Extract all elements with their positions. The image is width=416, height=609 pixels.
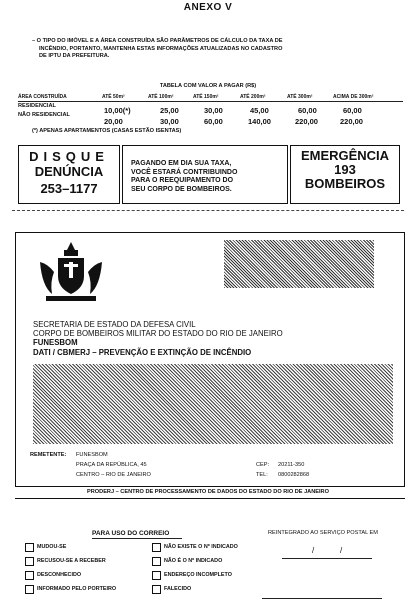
correio-title-rule <box>92 538 182 539</box>
payment-message-box <box>122 145 288 204</box>
date-rule <box>282 558 372 559</box>
disque-line: DISQUE <box>29 149 109 164</box>
checkbox-endereco-incompleto[interactable] <box>152 571 161 580</box>
table-cell: 45,00 <box>250 106 269 115</box>
table-header: ATÉ 200m² <box>240 94 266 100</box>
intro-notice <box>32 38 402 61</box>
agency-line: SECRETARIA DE ESTADO DA DEFESA CIVIL <box>33 320 196 329</box>
footer-text: PRODERJ – CENTRO DE PROCESSAMENTO DE DADOS DO ESTADO DO RIO DE JANEIRO <box>87 489 329 495</box>
table-cell: 60,00 <box>204 117 223 126</box>
remetente-address: PRAÇA DA REPÚBLICA, 45 <box>76 462 147 468</box>
coat-of-arms-icon <box>36 240 106 306</box>
table-header: ATÉ 50m² <box>102 94 125 100</box>
table-header: ACIMA DE 300m² <box>333 94 374 100</box>
checkbox-label: MUDOU-SE <box>37 544 67 550</box>
security-screen <box>33 364 393 444</box>
agency-line: DATI / CBMERJ – PREVENÇÃO E EXTINÇÃO DE INCÊNDIO <box>33 348 252 357</box>
checkbox-label: INFORMADO PELO PORTEIRO <box>37 586 117 592</box>
checkbox-nao-e-numero[interactable] <box>152 557 161 566</box>
table-cell: 220,00 <box>340 117 363 126</box>
emergencia-line: BOMBEIROS <box>304 176 386 191</box>
table-footnote: (*) APENAS APARTAMENTOS (CASAS ESTÃO ISENTAS) <box>32 128 182 134</box>
cep-value: 20211-350 <box>278 462 305 468</box>
message-line: VOCÊ ESTARÁ CONTRIBUINDO <box>131 168 238 176</box>
table-cell: 220,00 <box>295 117 318 126</box>
message-line: PAGANDO EM DIA SUA TAXA, <box>131 160 232 167</box>
remetente-name: FUNESBOM <box>76 452 108 458</box>
agency-line: CORPO DE BOMBEIROS MILITAR DO ESTADO DO RIO DE JANEIRO <box>33 329 283 338</box>
checkbox-falecido[interactable] <box>152 585 161 594</box>
checkbox-label: RECUSOU-SE A RECEBER <box>37 558 106 564</box>
message-line: PARA O REEQUIPAMENTO DO <box>131 177 234 184</box>
emergencia-number: 193 <box>334 162 356 177</box>
disque-denuncia-box <box>18 145 120 204</box>
table-header-rule <box>18 101 403 102</box>
page-title: ANEXO V <box>183 2 233 13</box>
checkbox-label: DESCONHECIDO <box>37 572 82 578</box>
message-line: SEU CORPO DE BOMBEIROS. <box>131 185 232 193</box>
checkbox-mudou-se[interactable] <box>25 543 34 552</box>
table-header: ATÉ 300m² <box>287 94 313 100</box>
checkbox-recusou-se[interactable] <box>25 557 34 566</box>
table-header: ATÉ 100m² <box>148 94 174 100</box>
disque-line: DENÚNCIA <box>34 164 104 179</box>
remetente-district: CENTRO – RIO DE JANEIRO <box>76 472 151 478</box>
intro-line: – O TIPO DO IMÓVEL E A ÁREA CONSTRUÍDA SÃO PARÂMETROS DE CÁLCULO DA TAXA DE <box>32 38 283 44</box>
intro-line: DE IPTU DA PREFEITURA. <box>39 53 110 59</box>
remetente-label: REMETENTE: <box>30 452 67 458</box>
intro-line: INCÊNDIO, PORTANTO, MANTENHA ESTAS INFORMAÇÕES ATUALIZADAS NO CADASTRO <box>39 45 283 52</box>
checkbox-desconhecido[interactable] <box>25 571 34 580</box>
disque-phone: 253–1177 <box>40 181 98 196</box>
checkbox-informado-porteiro[interactable] <box>25 585 34 594</box>
tel-label: TEL: <box>256 472 268 478</box>
cut-line <box>12 210 404 211</box>
table-cell: 30,00 <box>204 106 223 115</box>
agency-line: FUNESBOM <box>33 338 78 347</box>
checkbox-nao-existe-numero[interactable] <box>152 543 161 552</box>
table-cell: 25,00 <box>160 106 179 115</box>
table-cell: 20,00 <box>104 117 123 126</box>
table-cell: 60,00 <box>343 106 362 115</box>
table-header: ATÉ 150m² <box>193 94 219 100</box>
emergencia-line: EMERGÊNCIA <box>300 148 390 163</box>
date-separator: / <box>312 546 315 555</box>
cep-label: CEP: <box>256 462 270 468</box>
checkbox-label: NÃO É O Nº INDICADO <box>164 558 223 564</box>
tel-value: 0800282868 <box>278 472 310 478</box>
postage-stamp-area <box>224 240 374 288</box>
checkbox-label: ENDEREÇO INCOMPLETO <box>164 572 232 578</box>
reintegrado-label: REINTEGRADO AO SERVIÇO POSTAL EM <box>268 530 378 536</box>
checkbox-label: NÃO EXISTE O Nº INDICADO <box>164 544 238 550</box>
signature-rule[interactable] <box>262 598 382 599</box>
table-title: TABELA COM VALOR A PAGAR (R$) <box>159 83 257 89</box>
correio-title: PARA USO DO CORREIO <box>92 530 170 537</box>
table-row-label: NÃO RESIDENCIAL <box>18 112 70 118</box>
table-cell: 140,00 <box>248 117 271 126</box>
date-separator: / <box>340 546 343 555</box>
table-cell: 60,00 <box>298 106 317 115</box>
emergencia-box <box>290 145 400 204</box>
table-cell: 30,00 <box>160 117 179 126</box>
checkbox-label: FALECIDO <box>164 586 192 592</box>
table-cell: 10,00(*) <box>104 106 131 115</box>
table-header: ÁREA CONSTRUÍDA <box>18 94 67 100</box>
table-row-label: RESIDENCIAL <box>18 103 56 109</box>
